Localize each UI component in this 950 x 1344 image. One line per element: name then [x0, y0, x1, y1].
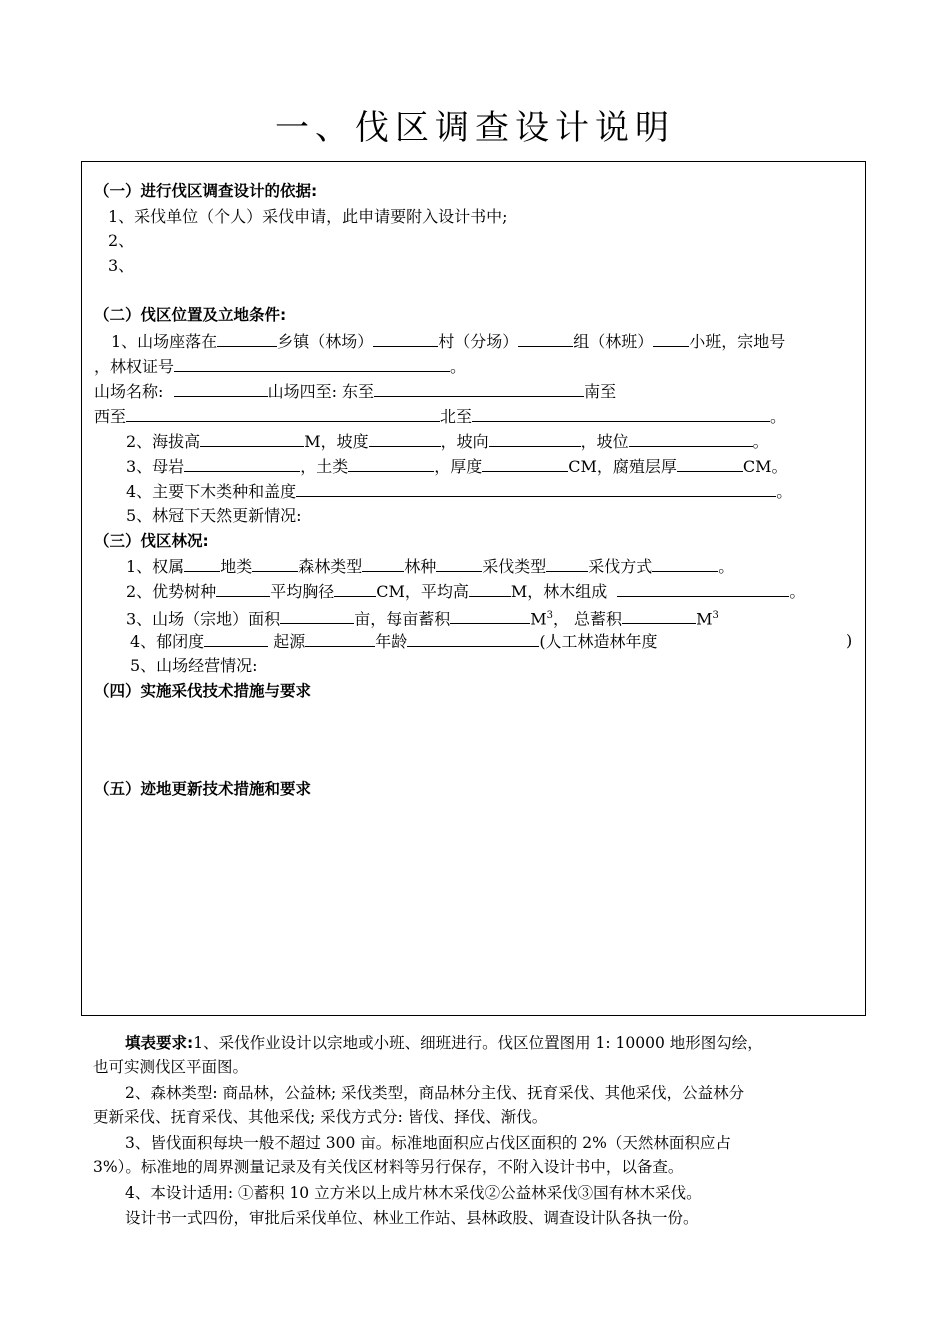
superscript: 3 — [712, 610, 719, 621]
label: 1、山场座落在 — [111, 332, 218, 351]
page-title: 一、伐区调查设计说明 — [275, 108, 675, 148]
altitude-line — [126, 430, 769, 453]
blank-field[interactable] — [472, 405, 770, 422]
blank-field[interactable] — [622, 607, 696, 624]
label: 北至 — [440, 407, 473, 426]
label: ，厚度 — [434, 457, 483, 476]
section-1-line-3: 3、 — [108, 256, 135, 275]
label: 森林类型 — [298, 557, 363, 576]
blank-field[interactable] — [407, 630, 539, 647]
blank-field[interactable] — [305, 630, 375, 647]
notes-line-5: 3、皆伐面积每块一般不超过 300 亩。标准地面积应占伐区面积的 2%（天然林面积应占 — [125, 1134, 731, 1152]
label: ，坡位 — [580, 432, 629, 451]
label: CM，平均高 — [376, 582, 469, 601]
boundary-line — [94, 405, 786, 428]
blank-field[interactable] — [369, 430, 441, 447]
label: CM，腐殖层厚 — [568, 457, 677, 476]
label: 村（分场） — [438, 332, 519, 351]
section-1-line-1: 1、采伐单位（个人）采伐申请，此申请要附入设计书中; — [108, 207, 508, 226]
certificate-line — [94, 355, 466, 378]
blank-field[interactable] — [280, 607, 354, 624]
label: 。 — [776, 482, 793, 501]
blank-field[interactable] — [174, 355, 450, 372]
blank-field[interactable] — [200, 430, 304, 447]
section-3-heading: （三）伐区林况: — [94, 532, 209, 550]
location-line — [111, 330, 785, 353]
label: 起源 — [273, 632, 306, 651]
label: 。 — [752, 432, 769, 451]
label: M — [530, 609, 547, 629]
blank-field[interactable] — [617, 580, 789, 597]
species-line — [126, 580, 805, 603]
superscript: 3 — [546, 610, 553, 621]
canopy-line — [130, 630, 658, 653]
notes-label: 填表要求: — [125, 1034, 194, 1052]
notes-line-7: 4、本设计适用: ①蓄积 10 立方米以上成片林木采伐②公益林采伐③国有林木采伐。 — [125, 1184, 702, 1202]
label: 组（林班） — [573, 332, 654, 351]
blank-field[interactable] — [252, 555, 298, 572]
label: 年龄 — [375, 632, 408, 651]
label: 3、母岩 — [126, 457, 185, 476]
label: 。 — [770, 407, 787, 426]
blank-field[interactable] — [518, 330, 573, 347]
blank-field[interactable] — [373, 330, 438, 347]
section-2-heading: （二）伐区位置及立地条件: — [94, 306, 287, 324]
blank-field[interactable] — [469, 580, 511, 597]
label: (人工林造林年度 — [539, 632, 658, 651]
label: ， 总蓄积 — [552, 609, 623, 629]
label: 山场四至: 东至 — [267, 382, 375, 401]
blank-field[interactable] — [217, 330, 277, 347]
blank-field[interactable] — [677, 455, 743, 472]
notes-line-4: 更新采伐、抚育采伐、其他采伐; 采伐方式分: 皆伐、择伐、渐伐。 — [93, 1108, 548, 1126]
notes-line-1 — [125, 1032, 763, 1054]
label: 南至 — [584, 382, 617, 401]
section-1-heading: （一）进行伐区调查设计的依据: — [94, 182, 318, 200]
blank-field[interactable] — [652, 555, 718, 572]
label: 西至 — [94, 407, 127, 426]
label: ，林权证号 — [94, 357, 175, 376]
label: 4、主要下木类种和盖度 — [126, 482, 297, 501]
label: 2、海拔高 — [126, 432, 201, 451]
blank-field[interactable] — [546, 555, 588, 572]
notes-line-8: 设计书一式四份，审批后采伐单位、林业工作站、县林政股、调查设计队各执一份。 — [125, 1209, 699, 1227]
blank-field[interactable] — [184, 555, 220, 572]
blank-field[interactable] — [362, 555, 404, 572]
blank-field[interactable] — [296, 480, 776, 497]
note-text: 1、采伐作业设计以宗地或小班、细班进行。伐区位置图用 1: 10000 地形图勾绘， — [193, 1034, 763, 1052]
blank-field[interactable] — [348, 455, 434, 472]
regeneration-line: 5、林冠下天然更新情况: — [126, 506, 302, 525]
blank-field[interactable] — [216, 580, 270, 597]
label: 3、山场（宗地）面积 — [126, 609, 281, 629]
label: 采伐类型 — [482, 557, 547, 576]
label: 1、权属 — [126, 557, 185, 576]
blank-field[interactable] — [436, 555, 482, 572]
ownership-line — [126, 555, 734, 578]
blank-field[interactable] — [450, 607, 530, 624]
soil-line — [126, 455, 788, 478]
label: CM。 — [742, 457, 788, 476]
label: 山场名称: — [94, 382, 164, 401]
label: ，坡向 — [440, 432, 489, 451]
label: 亩，每亩蓄积 — [354, 609, 451, 629]
blank-field[interactable] — [653, 330, 689, 347]
blank-field[interactable] — [174, 380, 268, 397]
blank-field[interactable] — [184, 455, 300, 472]
label: 2、优势树种 — [126, 582, 217, 601]
label: M，坡度 — [304, 432, 369, 451]
blank-field[interactable] — [374, 380, 584, 397]
section-5-heading: （五）迹地更新技术措施和要求 — [94, 780, 312, 798]
blank-field[interactable] — [629, 430, 753, 447]
label: 地类 — [220, 557, 253, 576]
label: 乡镇（林场） — [277, 332, 374, 351]
blank-field[interactable] — [482, 455, 568, 472]
label: 林种 — [404, 557, 437, 576]
label: 。 — [450, 357, 467, 376]
notes-line-6: 3%）。标准地的周界测量记录及有关伐区材料等另行保存，不附入设计书中，以备查。 — [93, 1158, 684, 1176]
close-paren: ) — [846, 631, 853, 650]
blank-field[interactable] — [334, 580, 376, 597]
label: ，土类 — [300, 457, 349, 476]
management-line: 5、山场经营情况: — [130, 656, 258, 675]
label: 。 — [789, 582, 806, 601]
label: M，林木组成 — [510, 582, 608, 601]
label: 。 — [718, 557, 735, 576]
understory-line — [126, 480, 792, 503]
label: M — [696, 609, 713, 629]
blank-field[interactable] — [126, 405, 440, 422]
mountain-name-line — [94, 380, 616, 403]
area-line — [126, 605, 719, 630]
blank-field[interactable] — [204, 630, 268, 647]
notes-line-3: 2、森林类型: 商品林，公益林; 采伐类型，商品林分主伐、抚育采伐、其他采伐，公益林分 — [125, 1084, 745, 1102]
section-1-line-2: 2、 — [108, 231, 135, 250]
blank-field[interactable] — [489, 430, 581, 447]
label: 采伐方式 — [588, 557, 653, 576]
label: 4、郁闭度 — [130, 632, 205, 651]
notes-line-2: 也可实测伐区平面图。 — [93, 1058, 249, 1076]
section-4-heading: （四）实施采伐技术措施与要求 — [94, 682, 312, 700]
label: 平均胸径 — [270, 582, 335, 601]
label: 小班，宗地号 — [689, 332, 786, 351]
